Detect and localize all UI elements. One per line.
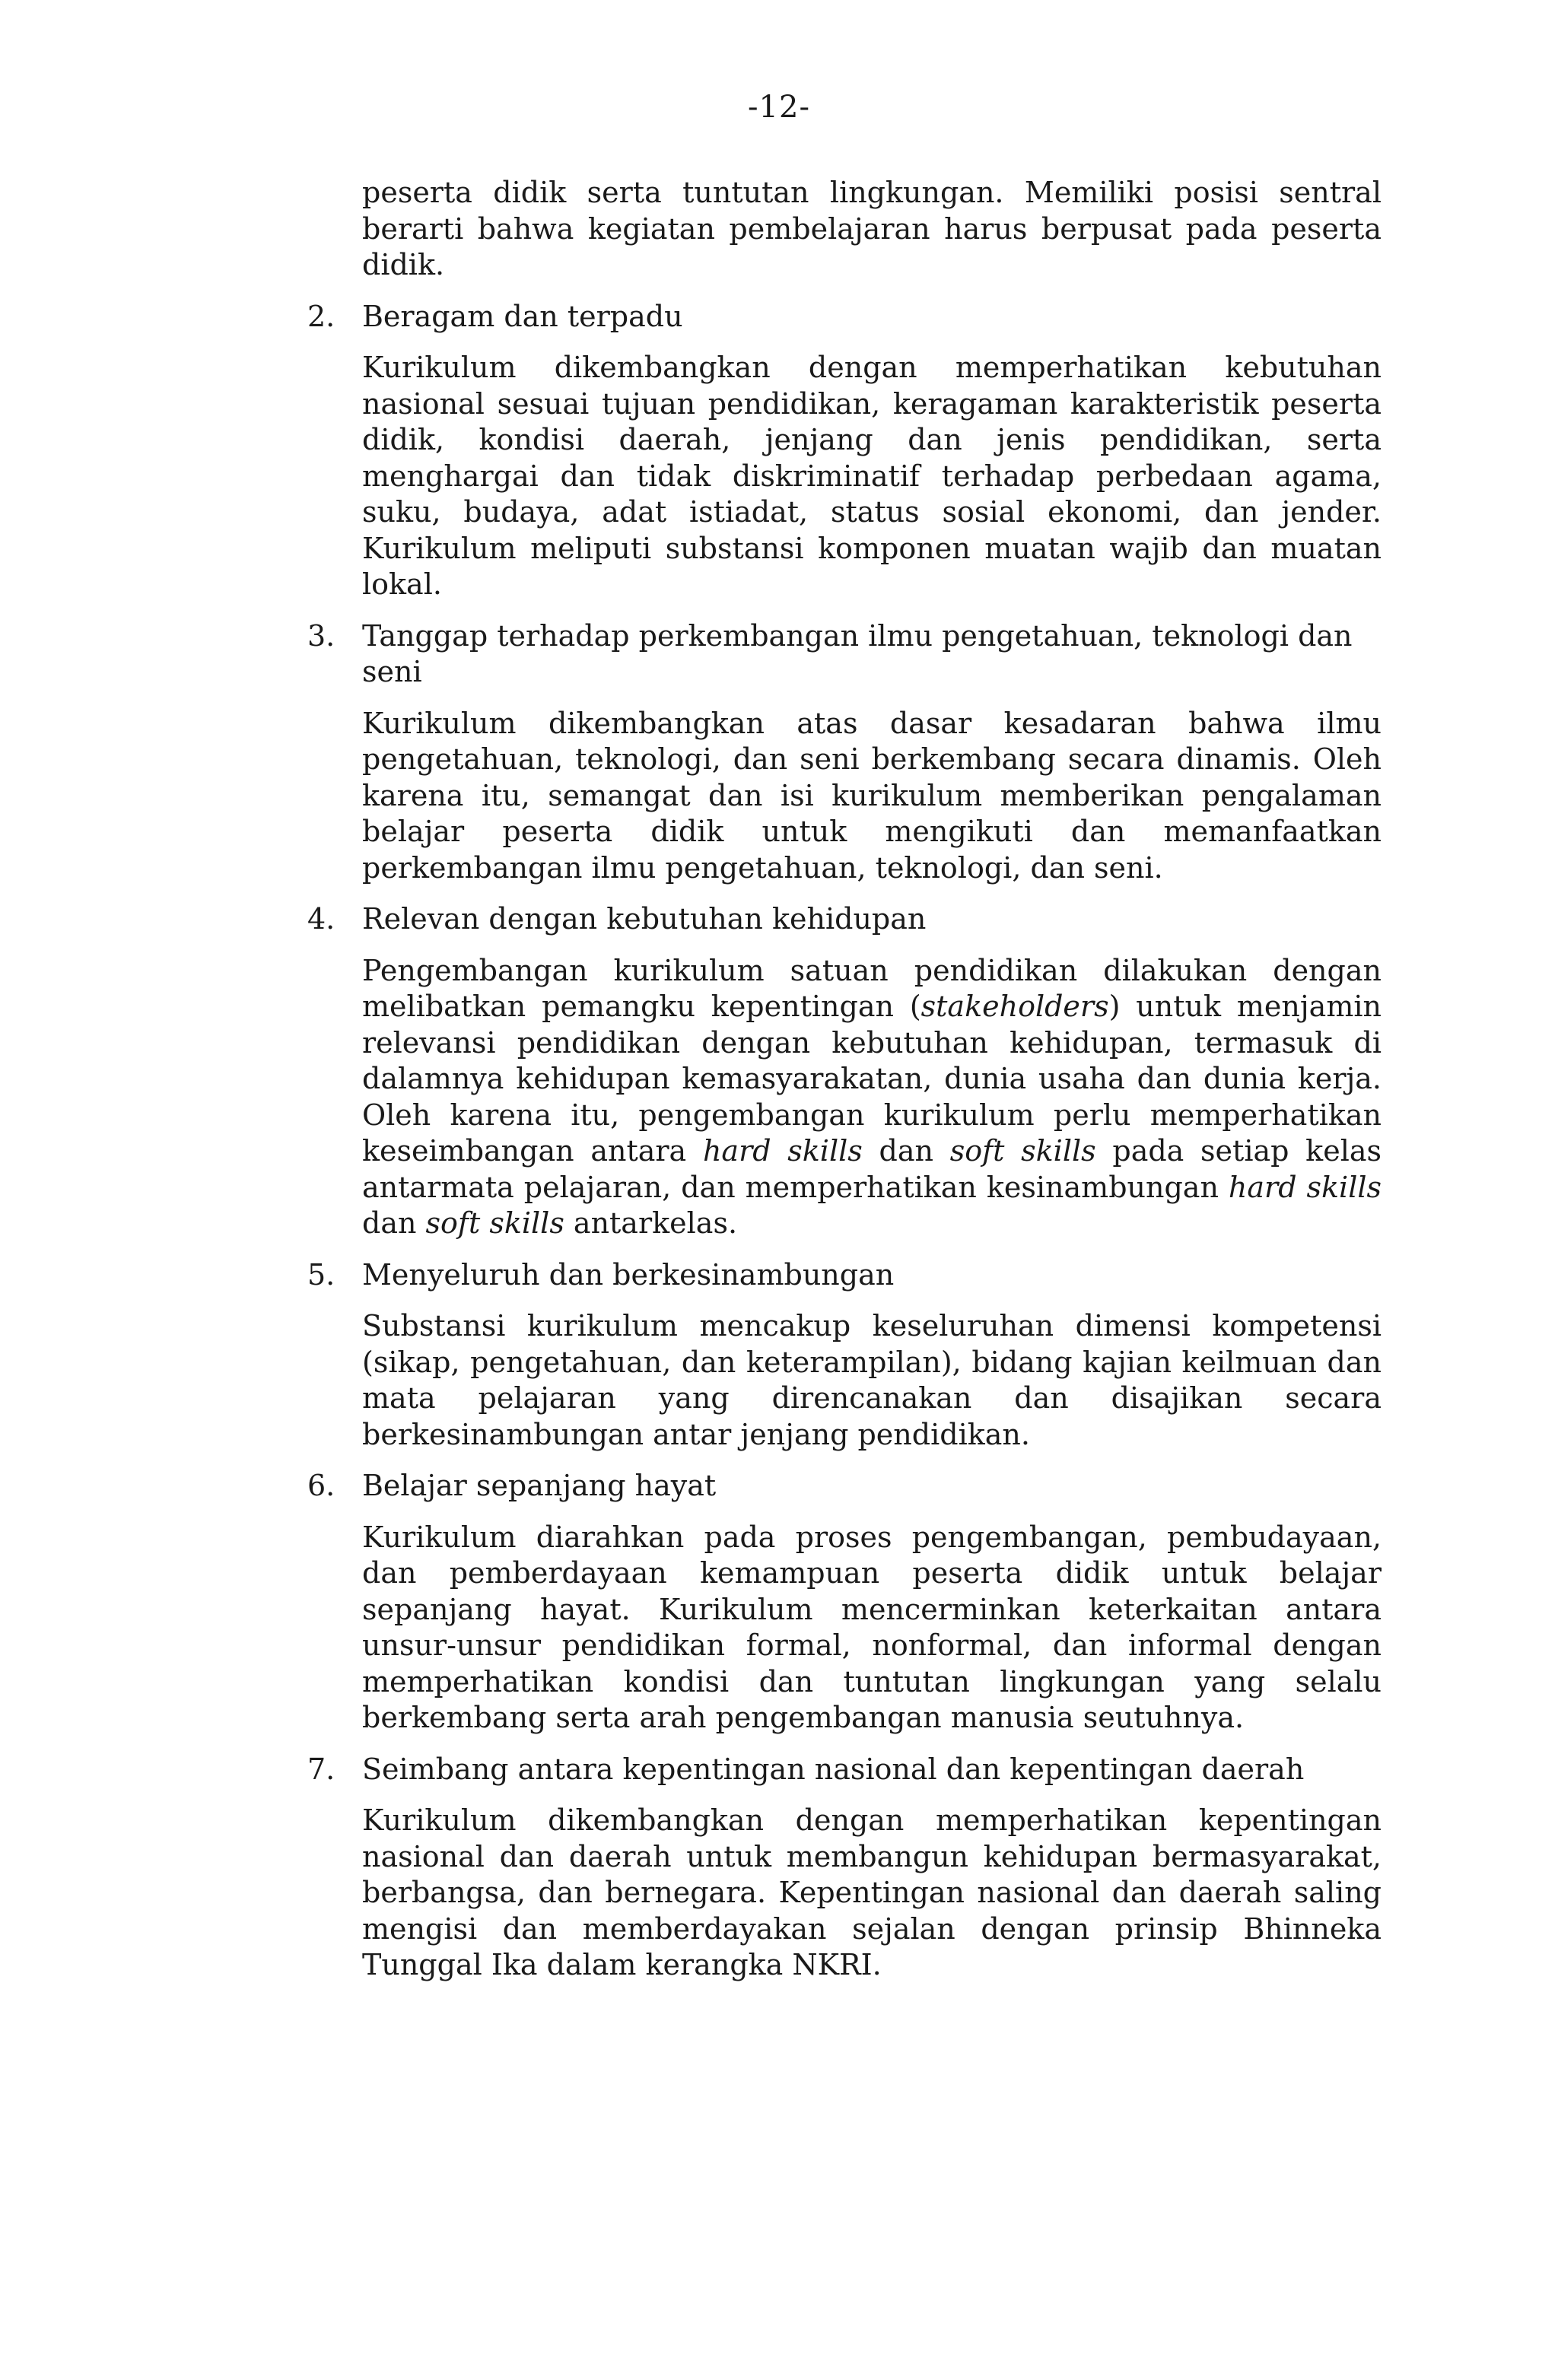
list-item-3	[307, 618, 1382, 887]
list-item-6	[307, 1468, 1382, 1737]
list-item-5	[307, 1257, 1382, 1454]
item-number: 4.	[307, 902, 335, 936]
item-heading	[307, 618, 1382, 691]
item-title: Belajar sepanjang hayat	[362, 1469, 717, 1502]
item-heading	[307, 1752, 1382, 1788]
item-number: 2.	[307, 299, 335, 333]
list-item-7	[307, 1752, 1382, 1984]
item-title: Beragam dan terpadu	[362, 299, 683, 333]
item-body: Kurikulum dikembangkan dengan memperhatikan kepentingan nasional dan daerah untuk membangun kehidupan bermasyarakat, berbangsa, dan bernegara. Kepentingan nasional dan daerah saling mengisi dan memberdayakan sejalan dengan prinsip Bhinneka Tunggal Ika dalam kerangka NKRI.	[362, 1803, 1382, 1981]
item-heading	[307, 901, 1382, 938]
item-title: Menyeluruh dan berkesinambungan	[362, 1257, 895, 1292]
body-text: dan	[362, 1206, 426, 1240]
term-hard-skills: hard skills	[702, 1134, 863, 1168]
item-title: Tanggap terhadap perkembangan ilmu pengetahuan, teknologi dan seni	[362, 618, 1353, 688]
document-body	[307, 175, 1382, 1984]
item-body: Kurikulum dikembangkan atas dasar kesadaran bahwa ilmu pengetahuan, teknologi, dan seni berkembang secara dinamis. Oleh karena itu, semangat dan isi kurikulum memberikan pengalaman belajar peserta didik untuk mengikuti dan memanfaatkan perkembangan ilmu pengetahuan, teknologi, dan seni.	[362, 706, 1382, 885]
item-number: 7.	[307, 1752, 335, 1786]
list-item-4	[307, 901, 1382, 1242]
item-title: Seimbang antara kepentingan nasional dan kepentingan daerah	[362, 1752, 1305, 1786]
item-body: Kurikulum diarahkan pada proses pengembangan, pembudayaan, dan pemberdayaan kemampuan peserta didik untuk belajar sepanjang hayat. Kurikulum mencerminkan keterkaitan antara unsur-unsur pendidikan formal, nonformal, dan informal dengan memperhatikan kondisi dan tuntutan lingkungan yang selalu berkembang serta arah pengembangan manusia seutuhnya.	[362, 1520, 1382, 1734]
intro-paragraph: peserta didik serta tuntutan lingkungan. Memiliki posisi sentral berarti bahwa kegiatan pembelajaran harus berpusat pada peserta didik.	[362, 176, 1382, 281]
body-text: Pengembangan kurikulum satuan pendidikan dilakukan dengan melibatkan pemangku kepentingan (	[362, 953, 1382, 1023]
item-number: 3.	[307, 618, 335, 653]
page-number: -12-	[748, 90, 810, 125]
item-heading	[307, 299, 1382, 335]
term-hard-skills: hard skills	[1228, 1170, 1382, 1204]
item-number: 6.	[307, 1469, 335, 1502]
item-title: Relevan dengan kebutuhan kehidupan	[362, 902, 927, 936]
body-text: ) untuk menjamin relevansi pendidikan dengan kebutuhan kehidupan, termasuk di dalamnya kehidupan kemasyarakatan, dunia usaha dan dunia kerja. Oleh karena itu, pengembangan kurikulum perlu memperhatikan keseimbangan antara	[362, 990, 1382, 1168]
item-body: Kurikulum dikembangkan dengan memperhatikan kebutuhan nasional sesuai tujuan pendidikan, keragaman karakteristik peserta didik, kondisi daerah, jenjang dan jenis pendidikan, serta menghargai dan tidak diskriminatif terhadap perbedaan agama, suku, budaya, adat istiadat, status sosial ekonomi, dan jender. Kurikulum meliputi substansi komponen muatan wajib dan muatan lokal.	[362, 351, 1382, 601]
item-heading	[307, 1257, 1382, 1294]
item-body: Substansi kurikulum mencakup keseluruhan dimensi kompetensi (sikap, pengetahuan, dan keterampilan), bidang kajian keilmuan dan mata pelajaran yang direncanakan dan disajikan secara berkesinambungan antar jenjang pendidikan.	[362, 1309, 1382, 1451]
body-text: dan	[862, 1134, 950, 1168]
item-body	[362, 953, 1382, 1242]
body-text: antarkelas.	[564, 1206, 738, 1240]
item-number: 5.	[307, 1257, 335, 1292]
term-soft-skills: soft skills	[425, 1206, 564, 1240]
list-item-2	[307, 299, 1382, 603]
body-text: pada setiap kelas antarmata pelajaran, dan memperhatikan kesinambungan	[362, 1134, 1382, 1204]
term-stakeholders: stakeholders	[920, 990, 1109, 1023]
item-heading	[307, 1468, 1382, 1505]
term-soft-skills: soft skills	[949, 1134, 1096, 1168]
